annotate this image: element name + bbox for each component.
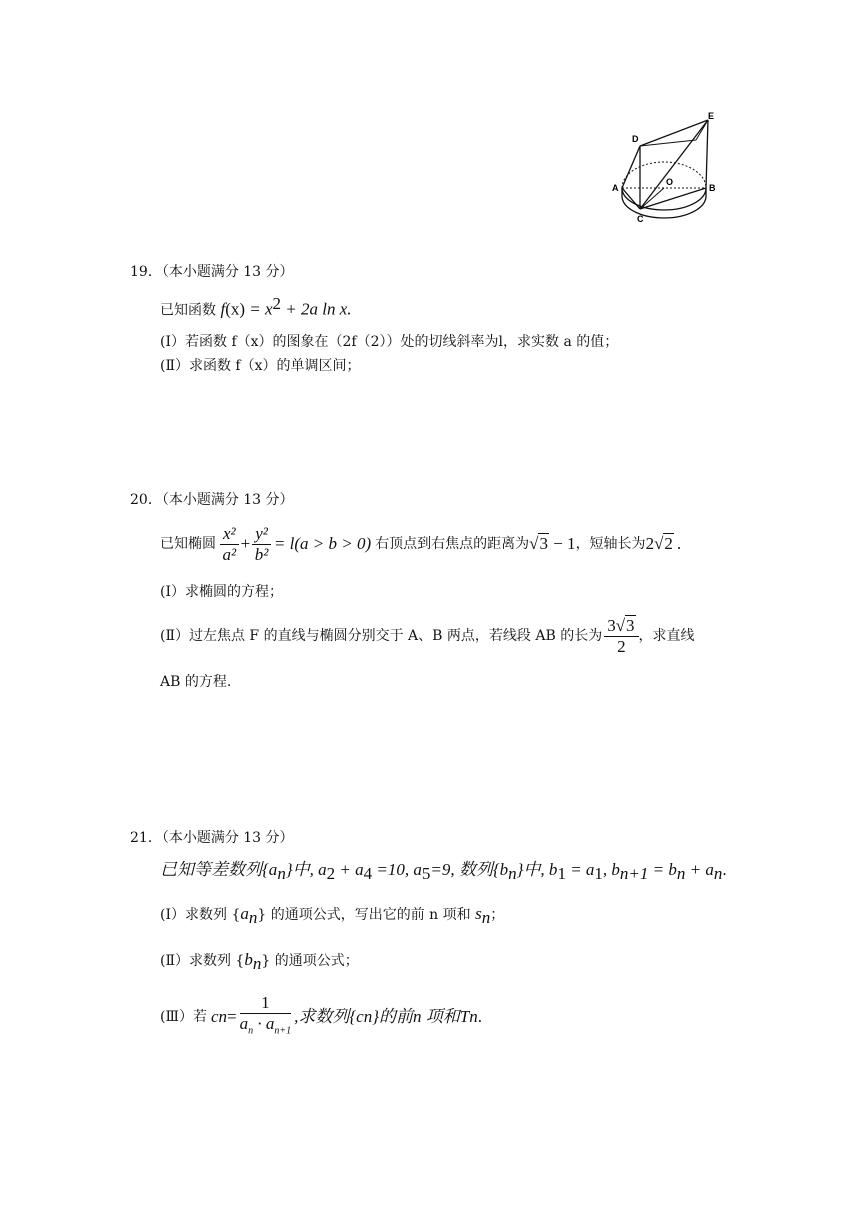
- label-B: B: [709, 183, 716, 193]
- q21-sub: 1: [557, 863, 566, 883]
- q21-given: [160, 860, 727, 884]
- q20-minus1: − 1: [548, 534, 576, 553]
- q20-frac3-rad: 3: [626, 615, 635, 635]
- q19-part2: (Ⅱ）求函数 f（x）的单调区间；: [160, 358, 361, 374]
- q21-part2-a: (Ⅱ）求数列 {: [160, 953, 245, 969]
- q21-sub: n: [508, 863, 517, 883]
- q21-sub: n: [277, 863, 286, 883]
- q20-frac-x-den: a²: [222, 544, 237, 564]
- q19-f-eq: = x: [245, 299, 273, 319]
- q20-short-axis-text: ，短轴长为: [575, 536, 646, 552]
- q21-part3-den-a: a: [239, 1013, 249, 1033]
- q21-sub: 2: [326, 863, 336, 883]
- q21-part3: [160, 992, 482, 1042]
- label-O: O: [666, 177, 674, 187]
- q21-part3-eq: =: [227, 1007, 237, 1026]
- q19-f-rest: + 2a ln x.: [281, 299, 352, 319]
- q21-part2-sub: n: [252, 953, 262, 973]
- q20-period: .: [676, 534, 682, 553]
- q21-part3-end: .: [477, 1007, 482, 1026]
- q21-part3-tail2: }的前n 项和T: [372, 1007, 470, 1026]
- q20-part2-line2: AB 的方程.: [160, 674, 232, 690]
- q21-sub: 1: [594, 863, 603, 883]
- q21-part2: [160, 950, 359, 974]
- q21-part3-den-dot: · a: [253, 1013, 275, 1033]
- q20-part2-row: [160, 612, 695, 660]
- q21-part3-den-sub2: n+1: [274, 1025, 292, 1037]
- q21-sub: n: [676, 863, 686, 883]
- q21-part3-tail-sub: n: [363, 1007, 373, 1026]
- semicircle-front-arc: [622, 188, 706, 210]
- q20-part1: (I）求椭圆的方程；: [160, 584, 283, 600]
- q21-part2-b: } 的通项公式；: [261, 953, 359, 969]
- q19-part1: (I）若函数 f（x）的图象在（2f（2））处的切线斜率为l，求实数 a 的值；: [160, 334, 619, 350]
- q20-sqrt3: 3: [539, 534, 548, 553]
- q21-part3-frac: [240, 993, 292, 1041]
- q21-part1-a: (I）求数列 {: [160, 907, 241, 923]
- segment-AC: [622, 188, 640, 209]
- q21-part3-a: (Ⅲ）若: [160, 1009, 207, 1025]
- q21-part3-den-sub1: n: [248, 1025, 254, 1037]
- q20-sqrt3-expr: √3 − 1: [529, 534, 576, 553]
- q21-sub: n: [713, 863, 723, 883]
- segment-CB: [640, 188, 706, 209]
- q21-line1-a: 已知等差数列{a: [160, 860, 278, 879]
- q21-part3-csub: n: [218, 1007, 228, 1026]
- q21-part3-den: [240, 1014, 292, 1041]
- q21-part1-b: } 的通项公式，写出它的前 n 项和: [257, 907, 471, 923]
- q19-f-lhs: f: [220, 299, 226, 319]
- q21-text: }中, a: [285, 860, 327, 879]
- q19-f-sup: 2: [272, 294, 282, 313]
- q20-eq-cond: = l(a > b > 0): [273, 534, 372, 553]
- q19-intro: 已知函数: [160, 302, 216, 319]
- label-E: E: [708, 111, 715, 121]
- q20-frac-length-den: 2: [617, 636, 626, 656]
- q20-short-axis-expr: 2√2: [645, 534, 673, 553]
- q21-text: , b: [602, 860, 620, 879]
- q21-sub: 5: [421, 863, 431, 883]
- segment-AD: [622, 146, 640, 188]
- q20-frac3-coef: 3: [607, 615, 616, 635]
- label-A: A: [612, 183, 619, 193]
- q21-text: + a: [685, 860, 714, 879]
- q21-text: + a: [335, 860, 364, 879]
- q20-header: 20．（本小题满分 13 分）: [130, 492, 294, 508]
- q20-frac-x: [220, 524, 239, 565]
- semicircle-back-arc: [622, 162, 706, 188]
- q20-ellipse-def: [160, 520, 681, 568]
- q20-part2-tail: ，求直线: [638, 628, 695, 644]
- q20-frac-y-num: y²: [252, 524, 271, 545]
- q20-mid-text: 右顶点到右焦点的距离为: [375, 536, 530, 552]
- q21-part3-c: c: [210, 1007, 219, 1026]
- q21-part3-tail: ,求数列{c: [294, 1007, 364, 1026]
- q19-function-def: [160, 294, 352, 321]
- q20-frac-y: [252, 524, 271, 565]
- q21-part1-sub: n: [248, 907, 258, 927]
- label-C: C: [637, 214, 644, 224]
- q21-part1-var: a: [240, 904, 249, 923]
- label-D: D: [632, 134, 639, 144]
- q21-text: = a: [565, 860, 595, 879]
- q20-two: 2: [645, 534, 655, 553]
- q21-text: .: [722, 860, 727, 879]
- q21-text: }中, b: [516, 860, 558, 879]
- q21-text: =10, a: [372, 860, 422, 879]
- q21-part2-var: b: [244, 950, 253, 969]
- q21-header: 21．（本小题满分 13 分）: [130, 830, 294, 846]
- q20-sqrt2: 2: [664, 534, 673, 553]
- q20-frac-y-den: b²: [254, 544, 269, 564]
- q20-frac-x-num: x²: [220, 524, 239, 545]
- q21-part1-s: s: [475, 904, 482, 923]
- segment-BE: [706, 120, 708, 188]
- q21-part3-num: 1: [240, 993, 292, 1014]
- q21-text: =9, 数列{b: [430, 860, 509, 879]
- q21-part3-tail-sub2: n: [469, 1007, 478, 1026]
- q20-frac-length: [604, 616, 638, 657]
- q20-plus: +: [240, 534, 251, 553]
- q21-part1-end: ；: [490, 907, 505, 923]
- q20-intro: 已知椭圆: [160, 536, 216, 552]
- q21-text: = b: [648, 860, 677, 879]
- q20-frac-length-num: 3√3: [604, 616, 638, 637]
- q21-part1: [160, 904, 504, 928]
- q21-part1-ssub: n: [481, 907, 491, 927]
- q21-sub: n+1: [619, 863, 649, 883]
- q19-header: 19．（本小题满分 13 分）: [130, 264, 294, 280]
- q20-part2-text: (Ⅱ）过左焦点 F 的直线与椭圆分别交于 A、B 两点，若线段 AB 的长为: [160, 628, 603, 644]
- q21-sub: 4: [363, 863, 373, 883]
- geometry-figure: [612, 108, 730, 230]
- q19-f-arg: (x): [225, 299, 246, 319]
